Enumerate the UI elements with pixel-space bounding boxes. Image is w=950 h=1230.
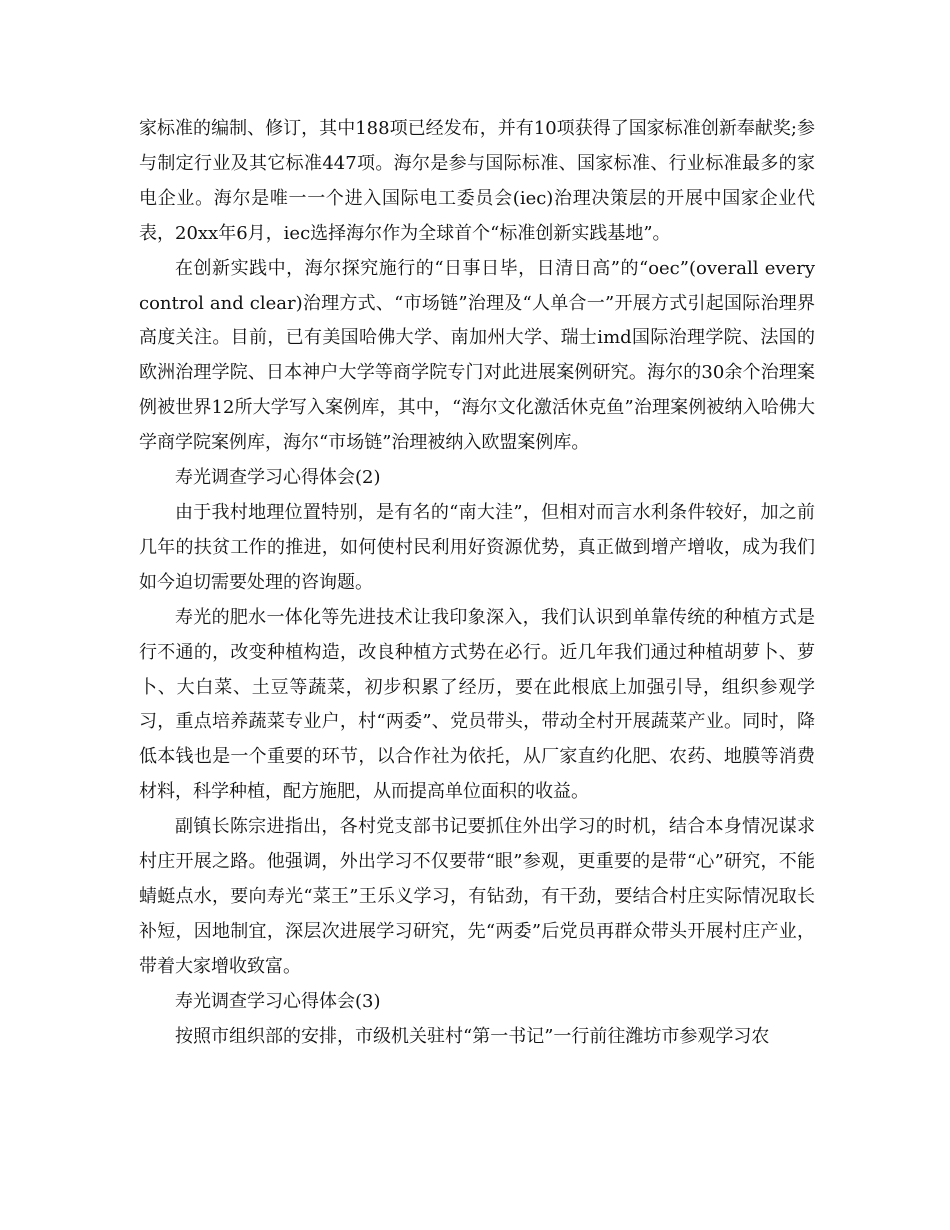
body-paragraph: 按照市组织部的安排，市级机关驻村“第一书记”一行前往潍坊市参观学习农 — [175, 1025, 770, 1047]
body-paragraph: 在创新实践中，海尔探究施行的“日事日毕，日清日高”的“oec”(overall every control and clear)治理方式、“市场链”治理及“人单合一”开展方式引起国际治理界高度关注。目前，已有美国哈佛大学、南加州大学、瑞士imd国际治理学院、法国的欧洲治理学院、日本神户大学等商学院专门对此进展案例研究。海尔的30余个治理案例被世界12所大学写入案例库，其中，“海尔文化激活休克鱼”治理案例被纳入哈佛大学商学院案例库，海尔“市场链”治理被纳入欧盟案例库。 — [139, 257, 815, 454]
body-paragraph: 寿光的肥水一体化等先进技术让我印象深入，我们认识到单靠传统的种植方式是行不通的，改变种植构造，改良种植方式势在必行。近几年我们通过种植胡萝卜、萝卜、大白菜、土豆等蔬菜，初步积累了经历，要在此根底上加强引导，组织参观学习，重点培养蔬菜专业户，村“两委”、党员带头，带动全村开展蔬菜产业。同时，降低本钱也是一个重要的环节，以合作社为依托，从厂家直约化肥、农药、地膜等消费材料，科学种植，配方施肥，从而提高单位面积的收益。 — [139, 606, 815, 803]
section-heading: 寿光调查学习心得体会(2) — [175, 467, 381, 489]
document-page — [139, 112, 815, 1054]
body-paragraph: 家标准的编制、修订，其中188项已经发布，并有10项获得了国家标准创新奉献奖;参与制定行业及其它标准447项。海尔是参与国际标准、国家标准、行业标准最多的家电企业。海尔是唯一一个进入国际电工委员会(iec)治理决策层的开展中国家企业代表，20xx年6月，iec选择海尔作为全球首个“标准创新实践基地”。 — [139, 118, 815, 244]
body-paragraph: 副镇长陈宗进指出，各村党支部书记要抓住外出学习的时机，结合本身情况谋求村庄开展之路。他强调，外出学习不仅要带“眼”参观，更重要的是带“心”研究，不能蜻蜓点水，要向寿光“菜王”王乐义学习，有钻劲，有干劲，要结合村庄实际情况取长补短，因地制宜，深层次进展学习研究，先“两委”后党员再群众带头开展村庄产业，带着大家增收致富。 — [139, 816, 815, 977]
body-paragraph: 由于我村地理位置特别，是有名的“南大洼”，但相对而言水利条件较好，加之前几年的扶贫工作的推进，如何使村民利用好资源优势，真正做到增产增收，成为我们如今迫切需要处理的咨询题。 — [139, 501, 815, 593]
section-heading: 寿光调查学习心得体会(3) — [175, 990, 381, 1012]
